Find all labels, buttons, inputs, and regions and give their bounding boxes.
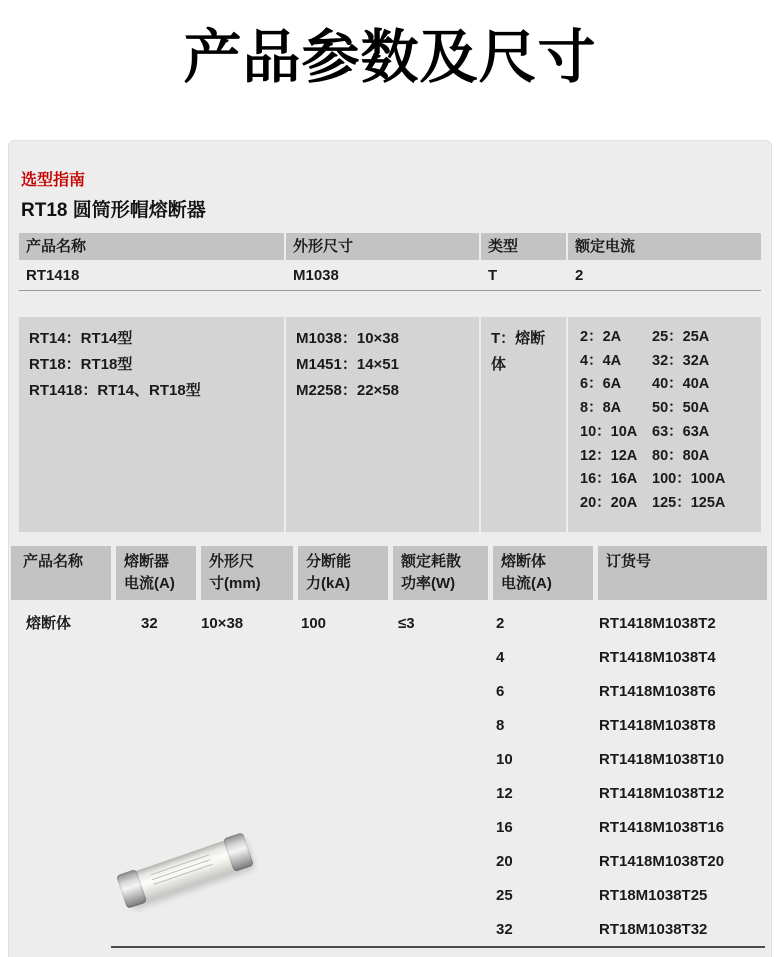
cell-empty — [201, 709, 293, 743]
cell-order-number: RT18M1038T25 — [599, 887, 708, 904]
current-legend — [568, 317, 761, 532]
legend-line: 2：2A — [580, 329, 622, 345]
cell-empty — [201, 743, 293, 777]
cell-empty — [11, 913, 111, 947]
order-table-row — [11, 743, 767, 777]
legend-line: 125：125A — [652, 494, 726, 511]
selector-table — [19, 233, 761, 532]
cell-fuse-current: 2 — [496, 615, 505, 632]
cell-fuse-current: 10 — [496, 751, 513, 768]
cell-empty — [116, 709, 196, 743]
cell-fuse-current: 8 — [496, 717, 505, 734]
cell-order-number: RT1418M1038T20 — [599, 853, 725, 870]
legend-line: 40：40A — [652, 376, 710, 393]
cell-empty — [11, 811, 111, 845]
cell-empty — [116, 641, 196, 675]
product-name-legend — [19, 317, 284, 532]
fuse-cap-left — [116, 869, 147, 909]
legend-line: 63：63A — [652, 423, 710, 440]
legend-line: 8：8A — [580, 400, 622, 417]
legend-line: RT14：RT14型 — [29, 330, 133, 347]
cell-empty — [298, 811, 388, 845]
order-table-row — [11, 709, 767, 743]
cell-empty — [116, 743, 196, 777]
cell-dimensions: 10×38 — [201, 615, 244, 632]
legend-line: T：熔断体 — [491, 330, 546, 373]
column-header-breaking-capacity: 分断能 力(kA) — [298, 546, 388, 600]
fuse-product-image — [107, 823, 277, 933]
order-table-row — [11, 777, 767, 811]
cell-order-number: RT1418M1038T10 — [599, 751, 725, 768]
order-table-row — [11, 641, 767, 675]
column-header-type: 类型 — [481, 233, 566, 260]
value-product-name: RT1418 — [26, 267, 80, 284]
legend-line: 6：6A — [580, 376, 622, 393]
cell-order-number: RT18M1038T32 — [599, 921, 708, 938]
cell-fuse-current: 4 — [496, 649, 505, 666]
cell-empty — [393, 845, 488, 879]
cell-breaking-capacity: 100 — [301, 615, 327, 632]
selector-table-header-row — [19, 233, 761, 260]
cell-empty — [393, 675, 488, 709]
cell-product-name: 熔断体 — [26, 615, 72, 632]
cell-empty — [11, 777, 111, 811]
divider-line — [111, 946, 765, 948]
legend-line: 10：10A — [580, 423, 638, 440]
value-type: T — [488, 267, 498, 284]
fuse-cap-right — [223, 832, 254, 872]
dimension-legend — [286, 317, 479, 532]
cell-empty — [393, 777, 488, 811]
legend-line: RT1418：RT14、RT18型 — [29, 382, 201, 399]
cell-empty — [393, 879, 488, 913]
cell-empty — [11, 675, 111, 709]
cell-fuse-current: 20 — [496, 853, 513, 870]
cell-empty — [201, 777, 293, 811]
cell-order-number: RT1418M1038T2 — [599, 615, 716, 632]
legend-line: 12：12A — [580, 447, 638, 464]
legend-line: 16：16A — [580, 471, 638, 488]
order-table-header-row — [11, 546, 767, 600]
legend-line: 4：4A — [580, 352, 622, 369]
cell-fuse-link-current: 32 — [141, 615, 158, 632]
cell-empty — [11, 879, 111, 913]
order-table-row — [11, 675, 767, 709]
page-title: 产品参数及尺寸 — [183, 25, 597, 90]
cell-empty — [393, 913, 488, 947]
column-header-dimensions: 外形尺 寸(mm) — [201, 546, 293, 600]
fuse-marking — [150, 854, 214, 888]
cell-empty — [201, 675, 293, 709]
cell-empty — [201, 641, 293, 675]
column-header-fuse-link-current: 熔断器 电流(A) — [116, 546, 196, 600]
legend-line: M1451：14×51 — [296, 356, 399, 373]
spec-panel — [8, 140, 772, 957]
cell-order-number: RT1418M1038T16 — [599, 819, 725, 836]
cell-empty — [11, 845, 111, 879]
cell-order-number: RT1418M1038T6 — [599, 683, 716, 700]
current-legend-col2 — [652, 326, 753, 523]
current-legend-col1 — [580, 326, 652, 523]
cell-empty — [11, 709, 111, 743]
column-header-rated-current: 额定电流 — [568, 233, 761, 260]
column-header-fuse-current: 熔断体 电流(A) — [493, 546, 593, 600]
value-rated-current: 2 — [575, 267, 584, 284]
cell-empty — [11, 743, 111, 777]
order-table-row — [11, 607, 767, 641]
cell-empty — [298, 845, 388, 879]
legend-line: 100：100A — [652, 471, 726, 488]
product-series-title: RT18 圆筒形帽熔断器 — [21, 200, 206, 221]
column-header-dimensions: 外形尺寸 — [286, 233, 479, 260]
value-dimensions: M1038 — [293, 267, 339, 284]
fuse-body — [119, 835, 250, 906]
cell-power-dissipation: ≤3 — [398, 615, 415, 632]
cell-empty — [11, 641, 111, 675]
cell-empty — [298, 641, 388, 675]
legend-line: M1038：10×38 — [296, 330, 399, 347]
cell-empty — [393, 709, 488, 743]
cell-empty — [116, 675, 196, 709]
legend-line: 50：50A — [652, 400, 710, 417]
column-header-product-name: 产品名称 — [11, 546, 111, 600]
cell-empty — [393, 811, 488, 845]
cell-order-number: RT1418M1038T12 — [599, 785, 725, 802]
cell-order-number: RT1418M1038T8 — [599, 717, 716, 734]
legend-line: 80：80A — [652, 447, 710, 464]
cell-empty — [298, 675, 388, 709]
cell-empty — [298, 743, 388, 777]
cell-empty — [298, 777, 388, 811]
type-legend — [481, 317, 566, 532]
cell-empty — [393, 743, 488, 777]
cell-empty — [393, 641, 488, 675]
cell-empty — [116, 777, 196, 811]
column-header-power-dissipation: 额定耗散 功率(W) — [393, 546, 488, 600]
column-header-product-name: 产品名称 — [19, 233, 284, 260]
legend-line: M2258：22×58 — [296, 382, 399, 399]
legend-line: 32：32A — [652, 352, 710, 369]
legend-line: 25：25A — [652, 329, 710, 345]
cell-fuse-current: 16 — [496, 819, 513, 836]
cell-empty — [298, 879, 388, 913]
selection-guide-label: 选型指南 — [21, 172, 86, 189]
legend-line: RT18：RT18型 — [29, 356, 133, 373]
cell-fuse-current: 25 — [496, 887, 513, 904]
legend-line: 20：20A — [580, 494, 638, 511]
cell-fuse-current: 6 — [496, 683, 505, 700]
cell-empty — [298, 913, 388, 947]
cell-order-number: RT1418M1038T4 — [599, 649, 716, 666]
selector-detail-row — [19, 317, 761, 532]
cell-fuse-current: 32 — [496, 921, 513, 938]
selector-table-value-row — [19, 262, 761, 291]
cell-empty — [298, 709, 388, 743]
column-header-order-number: 订货号 — [598, 546, 767, 600]
cell-fuse-current: 12 — [496, 785, 513, 802]
